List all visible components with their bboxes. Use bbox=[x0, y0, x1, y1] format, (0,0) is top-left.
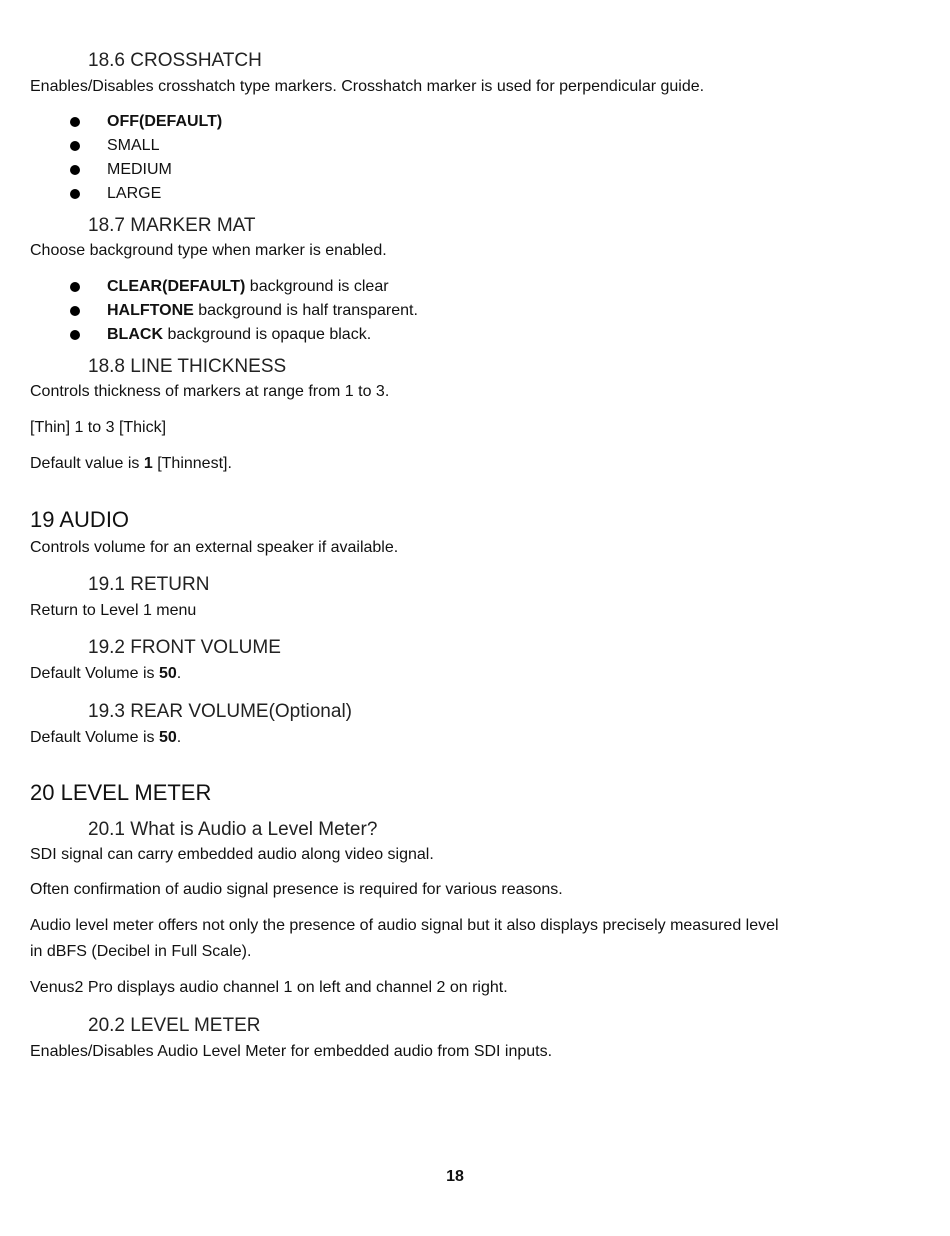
section-heading-20-1: 20.1 What is Audio a Level Meter? bbox=[88, 819, 378, 840]
bullet-icon bbox=[70, 165, 80, 175]
paragraph: in dBFS (Decibel in Full Scale). bbox=[30, 943, 252, 960]
default-value: 50 bbox=[158, 729, 177, 746]
list-item: LARGE bbox=[107, 185, 162, 202]
default-suffix: . bbox=[176, 665, 182, 682]
paragraph: Often confirmation of audio signal presence is required for various reasons. bbox=[30, 881, 563, 898]
list-item-text: background is opaque black. bbox=[163, 326, 372, 343]
section-description: Controls volume for an external speaker if available. bbox=[30, 539, 399, 556]
paragraph: Audio level meter offers not only the presence of audio signal but it also displays precisely measured level bbox=[30, 917, 779, 934]
page-number: 18 bbox=[446, 1168, 464, 1185]
section-heading-18-8: 18.8 LINE THICKNESS bbox=[88, 356, 287, 377]
section-description: Enables/Disables crosshatch type markers. Crosshatch marker is used for perpendicular guide. bbox=[30, 78, 705, 95]
bullet-icon bbox=[70, 141, 80, 151]
section-heading-19-2: 19.2 FRONT VOLUME bbox=[88, 637, 281, 658]
section-heading-19-1: 19.1 RETURN bbox=[88, 574, 210, 595]
section-heading-19-3: 19.3 REAR VOLUME(Optional) bbox=[88, 701, 352, 722]
default-value-text bbox=[30, 455, 232, 473]
paragraph: SDI signal can carry embedded audio along video signal. bbox=[30, 846, 434, 863]
default-suffix: [Thinnest]. bbox=[152, 455, 232, 472]
section-heading-18-7: 18.7 MARKER MAT bbox=[88, 215, 256, 236]
list-item: SMALL bbox=[107, 137, 160, 154]
bullet-icon bbox=[70, 282, 80, 292]
list-item-term: BLACK bbox=[107, 326, 163, 343]
default-volume-text bbox=[30, 729, 181, 747]
list-item-text: background is half transparent. bbox=[193, 302, 418, 319]
bullet-icon bbox=[70, 117, 80, 127]
list-item-term: HALFTONE bbox=[107, 302, 194, 319]
bullet-icon bbox=[70, 330, 80, 340]
list-item-term: CLEAR(DEFAULT) bbox=[107, 278, 246, 295]
default-value: 50 bbox=[158, 665, 177, 682]
default-value: 1 bbox=[143, 455, 153, 472]
default-suffix: . bbox=[176, 729, 182, 746]
section-description: Enables/Disables Audio Level Meter for embedded audio from SDI inputs. bbox=[30, 1043, 553, 1060]
section-heading-18-6: 18.6 CROSSHATCH bbox=[88, 50, 262, 71]
chapter-heading-19: 19 AUDIO bbox=[30, 507, 130, 532]
section-heading-20-2: 20.2 LEVEL METER bbox=[88, 1015, 261, 1036]
default-label: Default Volume is bbox=[30, 729, 159, 746]
list-item bbox=[107, 278, 389, 296]
list-item-text: background is clear bbox=[245, 278, 389, 295]
chapter-heading-20: 20 LEVEL METER bbox=[30, 780, 212, 805]
list-item: OFF(DEFAULT) bbox=[107, 113, 223, 130]
bullet-icon bbox=[70, 306, 80, 316]
paragraph: Venus2 Pro displays audio channel 1 on left and channel 2 on right. bbox=[30, 979, 508, 996]
default-label: Default value is bbox=[30, 455, 144, 472]
bullet-icon bbox=[70, 189, 80, 199]
default-label: Default Volume is bbox=[30, 665, 159, 682]
default-volume-text bbox=[30, 665, 181, 683]
section-description: Choose background type when marker is enabled. bbox=[30, 242, 387, 259]
list-item bbox=[107, 326, 371, 344]
section-description: Return to Level 1 menu bbox=[30, 602, 197, 619]
section-description: Controls thickness of markers at range from 1 to 3. bbox=[30, 383, 390, 400]
list-item: MEDIUM bbox=[107, 161, 172, 178]
list-item bbox=[107, 302, 418, 320]
range-text: [Thin] 1 to 3 [Thick] bbox=[30, 419, 167, 436]
